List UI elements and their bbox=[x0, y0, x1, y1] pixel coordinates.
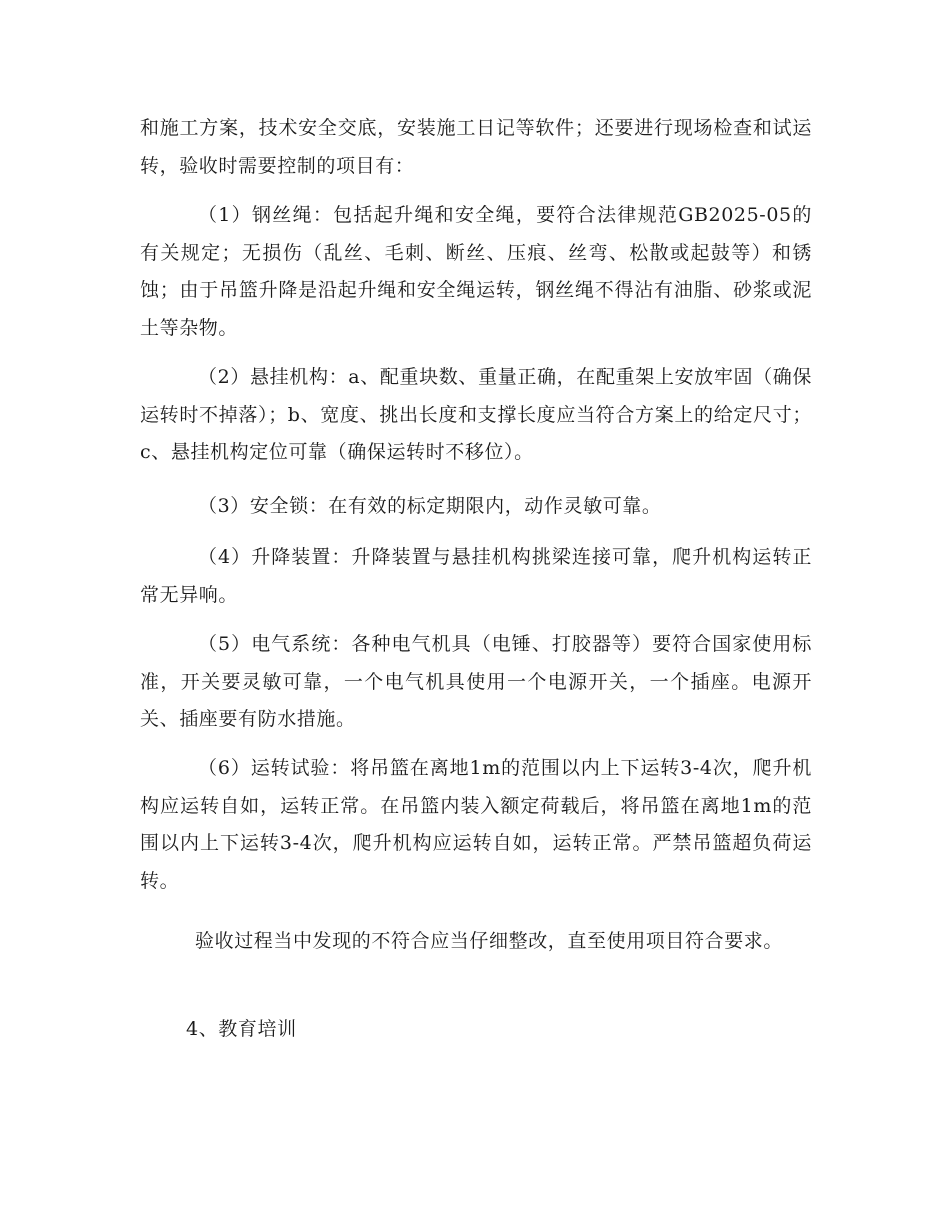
paragraph-test-run: （6）运转试验：将吊篮在离地1m的范围以内上下运转3-4次，爬升机构应运转自如，运转正常。在吊篮内装入额定荷载后，将吊篮在离地1m的范围以内上下运转3-4次，爬升机构应运转自如，运转正常。严禁吊篮超负荷运转。 bbox=[140, 757, 812, 892]
paragraph-intro: 和施工方案，技术安全交底，安装施工日记等软件；还要进行现场检查和试运转，验收时需要控制的项目有： bbox=[140, 117, 812, 177]
paragraph-lifting-device: （4）升降装置：升降装置与悬挂机构挑梁连接可靠，爬升机构运转正常无异响。 bbox=[140, 546, 812, 606]
paragraph-safety-lock: （3）安全锁：在有效的标定期限内，动作灵敏可靠。 bbox=[198, 495, 662, 517]
paragraph-suspension: （2）悬挂机构：a、配重块数、重量正确，在配重架上安放牢固（确保运转时不掉落）；b、宽度、挑出长度和支撑长度应当符合方案上的给定尺寸；c、悬挂机构定位可靠（确保运转时不移位）。 bbox=[140, 366, 812, 463]
paragraph-rectification: 验收过程当中发现的不符合应当仔细整改，直至使用项目符合要求。 bbox=[195, 930, 784, 952]
section-heading: 4、教育培训 bbox=[186, 1018, 297, 1040]
paragraph-electrical: （5）电气系统：各种电气机具（电锤、打胶器等）要符合国家使用标准，开关要灵敏可靠，一个电气机具使用一个电源开关，一个插座。电源开关、插座要有防水措施。 bbox=[140, 633, 812, 730]
paragraph-wire-rope: （1）钢丝绳：包括起升绳和安全绳，要符合法律规范GB2025-05的有关规定；无损伤（乱丝、毛刺、断丝、压痕、丝弯、松散或起鼓等）和锈蚀；由于吊篮升降是沿起升绳和安全绳运转，钢丝绳不得沾有油脂、砂浆或泥土等杂物。 bbox=[140, 204, 812, 339]
